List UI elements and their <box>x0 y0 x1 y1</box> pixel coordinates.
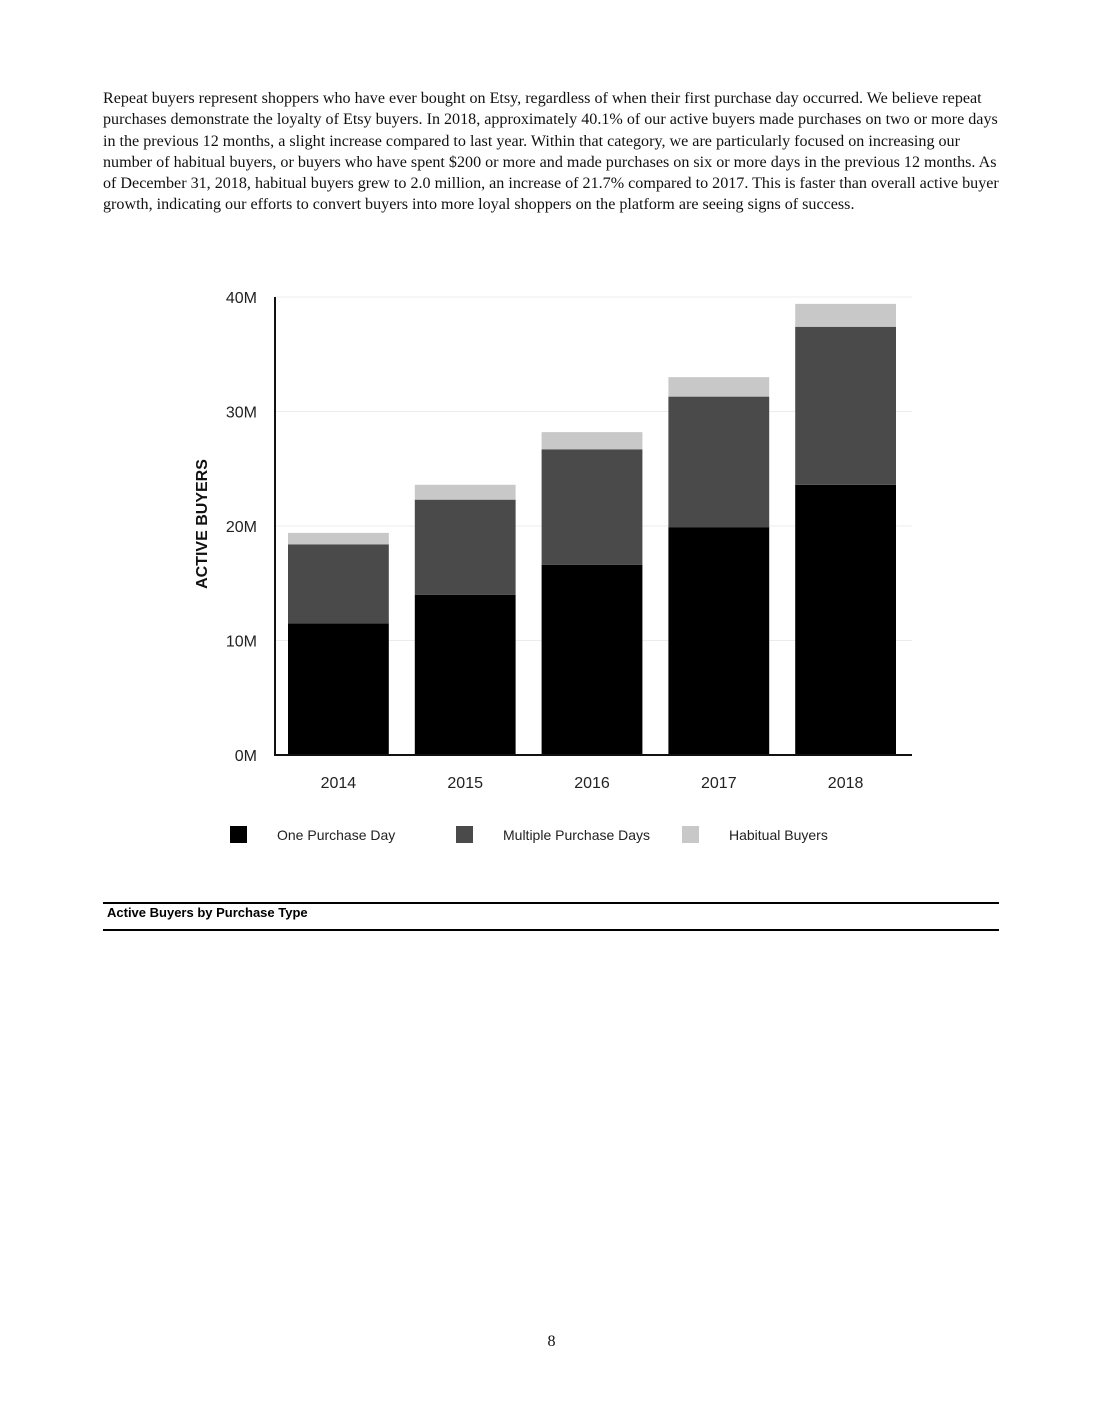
y-tick-labels <box>226 290 257 765</box>
legend-swatch <box>230 826 247 843</box>
bar-segment <box>542 565 643 755</box>
bar-segment <box>542 432 643 449</box>
figure-caption: Active Buyers by Purchase Type <box>107 905 308 920</box>
y-tick-label: 0M <box>234 748 257 765</box>
x-category-label: 2018 <box>827 775 864 792</box>
x-category-label: 2017 <box>701 775 737 792</box>
stacked-bars <box>288 304 896 755</box>
bar-segment <box>668 527 769 755</box>
bar-segment <box>288 544 389 623</box>
caption-rule-box <box>103 902 999 931</box>
bar-segment <box>542 449 643 565</box>
x-category-label: 2016 <box>574 775 610 792</box>
bar-segment <box>795 304 896 327</box>
x-category-label: 2015 <box>447 775 483 792</box>
legend-label: One Purchase Day <box>277 827 396 843</box>
bar-segment <box>668 377 769 396</box>
bar-segment <box>415 500 516 595</box>
bar-segment <box>288 533 389 544</box>
bar-segment <box>795 485 896 755</box>
x-category-labels <box>321 775 864 792</box>
bar-segment <box>288 623 389 755</box>
legend-label: Habitual Buyers <box>729 827 828 843</box>
bar-segment <box>795 327 896 485</box>
bar-segment <box>668 397 769 528</box>
legend-swatch <box>682 826 699 843</box>
y-tick-label: 30M <box>225 404 257 422</box>
bar-segment <box>415 595 516 755</box>
y-tick-label: 40M <box>225 290 257 307</box>
legend-swatch <box>456 826 473 843</box>
legend-label: Multiple Purchase Days <box>503 827 651 843</box>
bar-segment <box>415 485 516 500</box>
y-axis-title: ACTIVE BUYERS <box>194 459 211 589</box>
page-number: 8 <box>547 1333 556 1350</box>
x-category-label: 2014 <box>320 775 357 792</box>
y-tick-label: 10M <box>225 633 257 651</box>
body-paragraph: Repeat buyers represent shoppers who have ever bought on Etsy, regardless of when their first purchase day occurred. We believe repeat purchases demonstrate the loyalty of Etsy buyers. In 2018, approximately 40.1% of our active buyers made purchases on two or more days in the previous 12 months, a slight increase compared to last year. Within that category, we are particularly focused on increasing our number of habitual buyers, or buyers who have spent $200 or more and made purchases on six or more days in the previous 12 months. As of December 31, 2018, habitual buyers grew to 2.0 million, an increase of 21.7% compared to 2017. This is faster than overall active buyer growth, indicating our efforts to convert buyers into more loyal shoppers on the platform are seeing signs of success. <box>103 90 999 214</box>
y-tick-label: 20M <box>225 519 257 536</box>
chart-legend <box>230 826 828 843</box>
